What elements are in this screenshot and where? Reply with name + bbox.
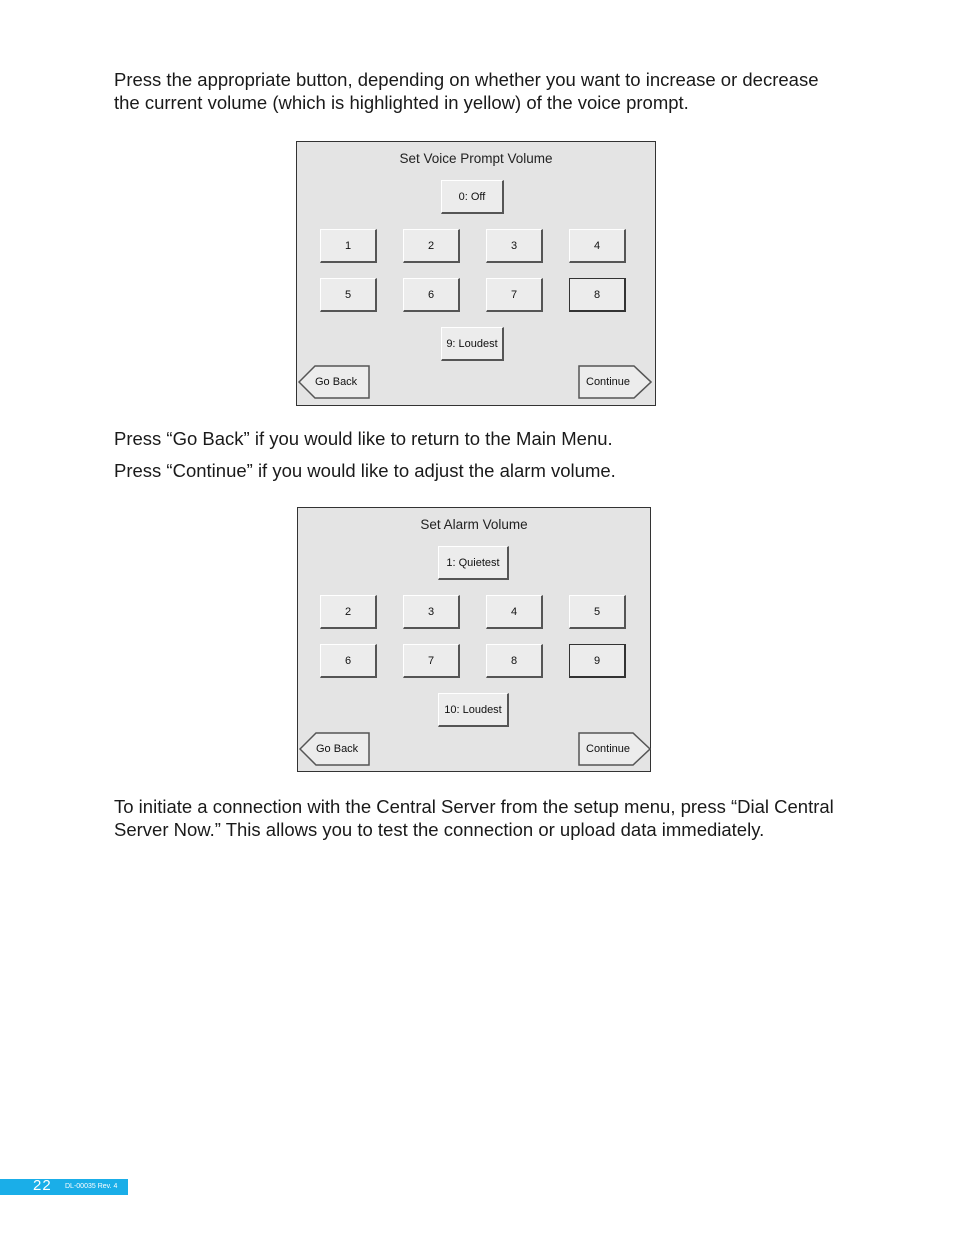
go-back-label: Go Back — [315, 376, 358, 388]
continue-button[interactable] — [578, 732, 651, 766]
alarm-5-button[interactable]: 5 — [569, 595, 626, 629]
volume-8-button[interactable]: 8 — [569, 278, 626, 312]
alarm-8-button[interactable]: 8 — [486, 644, 543, 678]
alarm-3-button[interactable]: 3 — [403, 595, 460, 629]
volume-6-button[interactable]: 6 — [403, 278, 460, 312]
panel-title: Set Voice Prompt Volume — [399, 151, 553, 166]
volume-2-button[interactable]: 2 — [403, 229, 460, 263]
alarm-1-quietest-button[interactable]: 1: Quietest — [438, 546, 509, 580]
volume-0-off-button[interactable]: 0: Off — [441, 180, 504, 214]
go-back-button[interactable] — [298, 365, 370, 399]
volume-5-button[interactable]: 5 — [320, 278, 377, 312]
alarm-10-loudest-button[interactable]: 10: Loudest — [438, 693, 509, 727]
footer-bar — [0, 1179, 128, 1195]
volume-4-button[interactable]: 4 — [569, 229, 626, 263]
voice-prompt-volume-panel — [296, 141, 656, 406]
page-number: 22 — [33, 1177, 52, 1194]
go-back-label: Go Back — [316, 743, 359, 755]
alarm-9-button[interactable]: 9 — [569, 644, 626, 678]
continue-label: Continue — [586, 743, 631, 755]
volume-7-button[interactable]: 7 — [486, 278, 543, 312]
volume-1-button[interactable]: 1 — [320, 229, 377, 263]
continue-paragraph: Press “Continue” if you would like to adjust the alarm volume. — [114, 460, 616, 481]
continue-label: Continue — [586, 376, 631, 388]
volume-9-loudest-button[interactable]: 9: Loudest — [441, 327, 504, 361]
dial-server-paragraph: To initiate a connection with the Central Server from the setup menu, press “Dial Central Server Now.” This allows you to test the connection or upload data immediately. — [114, 796, 834, 840]
alarm-6-button[interactable]: 6 — [320, 644, 377, 678]
volume-3-button[interactable]: 3 — [486, 229, 543, 263]
go-back-button[interactable] — [299, 732, 370, 766]
alarm-4-button[interactable]: 4 — [486, 595, 543, 629]
alarm-7-button[interactable]: 7 — [403, 644, 460, 678]
panel-title: Set Alarm Volume — [420, 517, 528, 532]
intro-paragraph: Press the appropriate button, depending on whether you want to increase or decrease the current volume (which is highlighted in yellow) of the voice prompt. — [114, 69, 819, 113]
alarm-2-button[interactable]: 2 — [320, 595, 377, 629]
alarm-volume-panel — [297, 507, 651, 772]
document-id: DL-00035 Rev. 4 — [65, 1183, 118, 1190]
go-back-paragraph: Press “Go Back” if you would like to return to the Main Menu. — [114, 428, 613, 449]
continue-button[interactable] — [578, 365, 652, 399]
